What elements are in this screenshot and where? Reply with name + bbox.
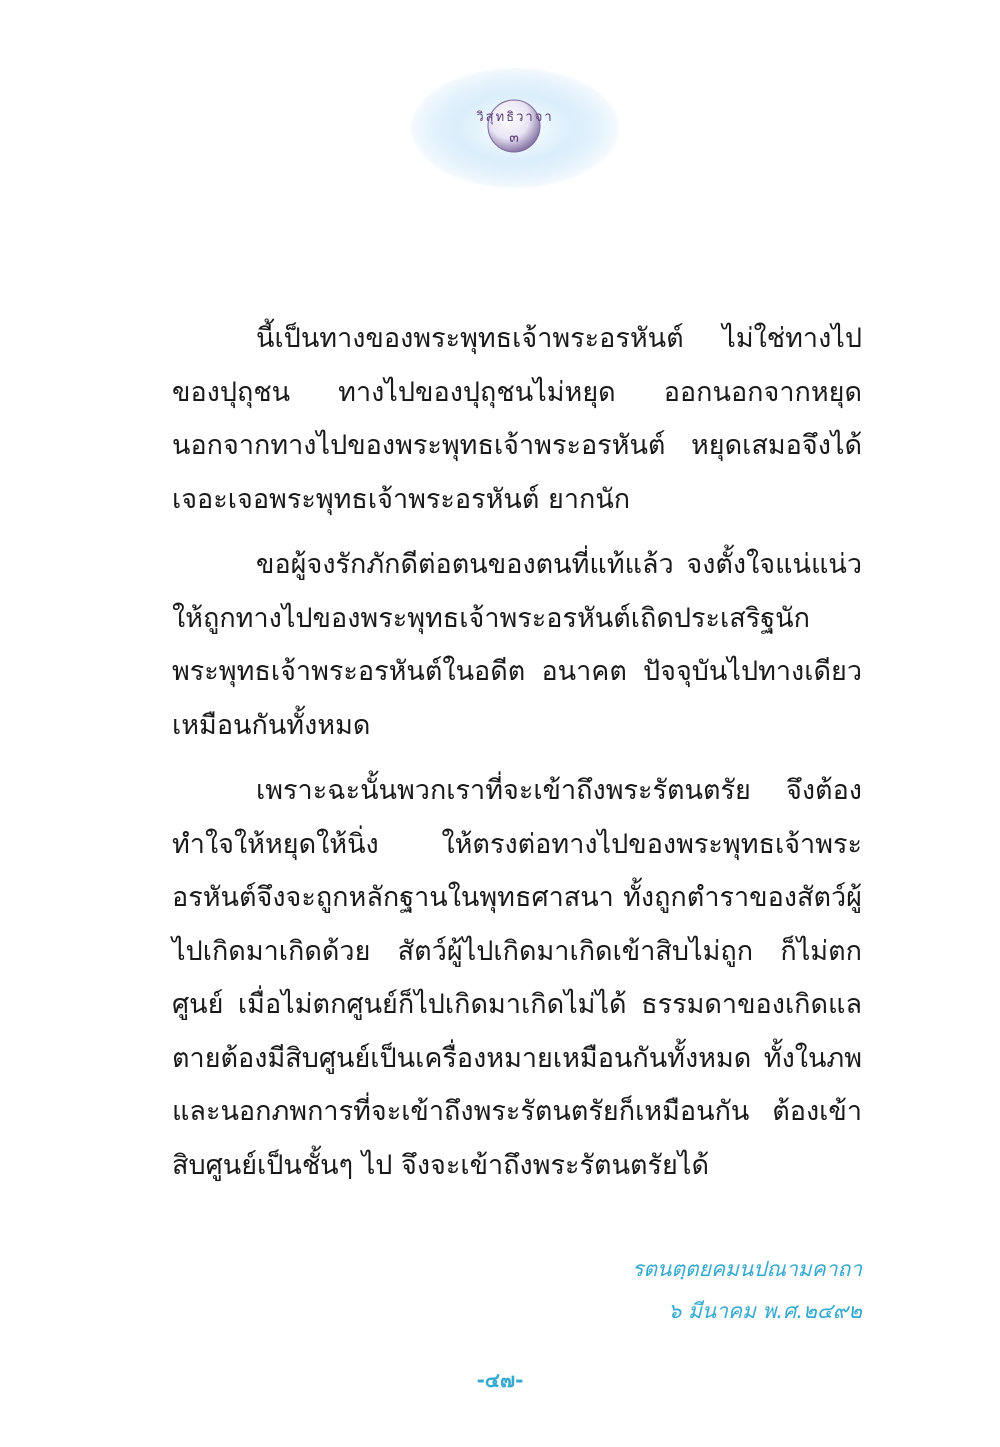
- paragraph: เพราะฉะนั้นพวกเราที่จะเข้าถึงพระรัตนตรัย จึงต้องทำใจให้หยุดให้นิ่ง ให้ตรงต่อทางไปของพระพุทธเจ้าพระอรหันต์จึงจะถูกหลักฐานในพุทธศาสนา ทั้งถูกตำราของสัตว์ผู้ไปเกิดมาเกิดด้วย สัตว์ผู้ไปเกิดมาเกิดเข้าสิบไม่ถูก ก็ไม่ตกศูนย์ เมื่อไม่ตกศูนย์ก็ไปเกิดมาเกิดไม่ได้ ธรรมดาของเกิดแลตายต้องมีสิบศูนย์เป็นเครื่องหมายเหมือนกันทั้งหมด ทั้งในภพและนอกภพการที่จะเข้าถึงพระรัตนตรัยก็เหมือนกัน ต้องเข้าสิบศูนย์เป็นชั้นๆ ไป จึงจะเข้าถึงพระรัตนตรัยได้: [172, 775, 862, 1181]
- main-text: [172, 312, 862, 1204]
- paragraph: นี้เป็นทางของพระพุทธเจ้าพระอรหันต์ ไม่ใช่ทางไปของปุถุชน ทางไปของปุถุชนไม่หยุด ออกนอกจากหยุด นอกจากทางไปของพระพุทธเจ้าพระอรหันต์ หยุดเสมอจึงได้เจอะเจอพระพุทธเจ้าพระอรหันต์ ยากนัก: [172, 323, 862, 515]
- book-title-logo: [410, 66, 620, 190]
- signature-source: รตนตฺตยคมนปณามคาถา: [632, 1257, 862, 1281]
- logo-emblem: [410, 66, 620, 190]
- paragraph: ขอผู้จงรักภักดีต่อตนของตนที่แท้แล้ว จงตั้งใจแน่แน่วให้ถูกทางไปของพระพุทธเจ้าพระอรหันต์เถิดประเสริฐนัก พระพุทธเจ้าพระอรหันต์ในอดีต อนาคต ปัจจุบันไปทางเดียวเหมือนกันทั้งหมด: [172, 549, 862, 741]
- page-number: -๔๗-: [476, 1368, 524, 1392]
- signature-date: ๖ มีนาคม พ.ศ.๒๔๙๒: [667, 1299, 862, 1323]
- signature-block: [632, 1248, 862, 1332]
- logo-emblem-glyph: ๓: [509, 130, 519, 146]
- logo-title-text: วิสุทธิวาจา: [476, 110, 554, 125]
